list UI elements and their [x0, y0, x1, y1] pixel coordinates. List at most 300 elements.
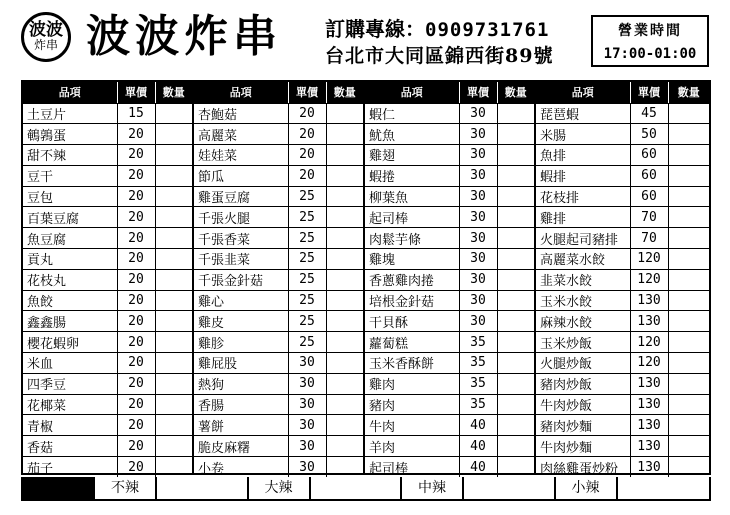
table-row: [536, 207, 709, 228]
item-name: 高麗菜: [194, 124, 288, 145]
item-name: 小卷: [198, 461, 225, 477]
table-row: [194, 394, 363, 415]
quantity-field[interactable]: [326, 165, 363, 186]
quantity-field[interactable]: [326, 415, 363, 436]
spice-label: 小辣: [556, 477, 618, 499]
table-row: [365, 228, 534, 249]
table-row: [194, 332, 363, 353]
item-name: 培根金針菇: [365, 290, 459, 311]
header-item: 品項: [23, 82, 117, 103]
item-name: 香菇: [23, 436, 117, 457]
header-price: 單價: [117, 82, 155, 103]
item-name: 豬肉: [365, 394, 459, 415]
quantity-field[interactable]: [497, 124, 534, 145]
quantity-field[interactable]: [668, 394, 709, 415]
item-name: 花枝排: [536, 186, 630, 207]
table-row: [194, 228, 363, 249]
table-row: [23, 457, 192, 478]
item-name: 魚餃: [23, 290, 117, 311]
header-price: 單價: [459, 82, 497, 103]
item-price: 20: [117, 311, 155, 332]
item-price: 30: [459, 269, 497, 290]
table-row: [365, 249, 534, 270]
table-row: [23, 394, 192, 415]
item-price: 30: [459, 290, 497, 311]
quantity-field[interactable]: [155, 103, 192, 124]
item-price: 30: [459, 124, 497, 145]
item-name: 雞塊: [365, 249, 459, 270]
item-name: 香蔥雞肉捲: [365, 269, 459, 290]
quantity-field[interactable]: [326, 186, 363, 207]
table-row: [365, 436, 534, 457]
quantity-field[interactable]: [497, 228, 534, 249]
quantity-field[interactable]: [155, 394, 192, 415]
item-price: 30: [459, 186, 497, 207]
table-row: [23, 186, 192, 207]
table-row: [536, 165, 709, 186]
business-hours-title: 營業時間: [618, 23, 682, 39]
quantity-field[interactable]: [497, 145, 534, 166]
item-name: 雞排: [536, 207, 630, 228]
quantity-field[interactable]: [326, 353, 363, 374]
item-price: 25: [288, 290, 326, 311]
item-price: 120: [630, 269, 668, 290]
item-name: 百葉豆腐: [23, 207, 117, 228]
quantity-field[interactable]: [326, 436, 363, 457]
spice-label: 大辣: [249, 477, 311, 499]
spice-label: 中辣: [402, 477, 464, 499]
table-row: [536, 145, 709, 166]
item-price: 20: [117, 394, 155, 415]
table-row: [365, 165, 534, 186]
table-header-row: [23, 82, 192, 103]
spice-checkbox[interactable]: [157, 477, 249, 499]
item-name: 茄子: [27, 461, 54, 477]
item-name: 高麗菜水餃: [536, 249, 630, 270]
item-name: 雞翅: [365, 145, 459, 166]
spice-option-mild-spicy[interactable]: [556, 477, 710, 499]
item-name: 甜不辣: [23, 145, 117, 166]
item-name: 韭菜水餃: [536, 269, 630, 290]
quantity-field[interactable]: [668, 353, 709, 374]
quantity-field[interactable]: [668, 269, 709, 290]
table-row: [365, 207, 534, 228]
table-row: [23, 332, 192, 353]
table-row: [194, 165, 363, 186]
table-row: [365, 457, 534, 478]
table-row: [23, 415, 192, 436]
item-price: 20: [117, 165, 155, 186]
quantity-field[interactable]: [497, 103, 534, 124]
item-price: 20: [117, 290, 155, 311]
table-row: [23, 165, 192, 186]
quantity-field[interactable]: [155, 228, 192, 249]
spice-label: 不辣: [95, 477, 157, 499]
item-name: 千張火腿: [194, 207, 288, 228]
item-name: 蝦仁: [365, 103, 459, 124]
table-row: [194, 311, 363, 332]
header-qty: 數量: [326, 82, 363, 103]
table-row: [365, 311, 534, 332]
item-price: 20: [288, 103, 326, 124]
table-row: [365, 353, 534, 374]
logo: [21, 12, 71, 62]
quantity-field[interactable]: [497, 249, 534, 270]
item-price: 130: [630, 311, 668, 332]
item-price: 20: [117, 457, 155, 478]
quantity-field[interactable]: [497, 332, 534, 353]
item-name: 娃娃菜: [194, 145, 288, 166]
quantity-field[interactable]: [155, 124, 192, 145]
table-row: [194, 373, 363, 394]
quantity-field[interactable]: [668, 207, 709, 228]
menu-column: [536, 82, 709, 477]
table-row: [23, 249, 192, 270]
quantity-field[interactable]: [155, 145, 192, 166]
menu-column: [365, 82, 536, 477]
quantity-field[interactable]: [497, 394, 534, 415]
table-row: [23, 290, 192, 311]
shop-name: 波波炸串: [86, 11, 282, 62]
item-price: 130: [630, 436, 668, 457]
item-price: 120: [630, 249, 668, 270]
item-name: 牛肉炒飯: [536, 394, 630, 415]
table-row: [365, 145, 534, 166]
item-name: 肉絲雞蛋炒粉: [540, 461, 619, 477]
table-header-row: [194, 82, 363, 103]
table-row: [23, 124, 192, 145]
table-row: [23, 373, 192, 394]
item-price: 70: [630, 207, 668, 228]
quantity-field[interactable]: [326, 228, 363, 249]
table-row: [536, 228, 709, 249]
item-name: 起司棒: [365, 207, 459, 228]
item-name: 火腿炒飯: [536, 353, 630, 374]
table-row: [23, 103, 192, 124]
item-price: 20: [117, 145, 155, 166]
item-name: 四季豆: [23, 373, 117, 394]
quantity-field[interactable]: [155, 373, 192, 394]
item-price: 30: [288, 394, 326, 415]
business-hours-box: [591, 15, 709, 67]
table-row: [536, 353, 709, 374]
quantity-field[interactable]: [497, 311, 534, 332]
item-name: 玉米香酥餅: [365, 353, 459, 374]
quantity-field[interactable]: [155, 249, 192, 270]
item-price: 20: [117, 186, 155, 207]
item-name: 杏鮑菇: [194, 103, 288, 124]
item-price: 70: [630, 228, 668, 249]
table-row: [365, 332, 534, 353]
item-price: 25: [288, 311, 326, 332]
item-price: 120: [630, 353, 668, 374]
menu-column: [23, 82, 194, 477]
item-price: 60: [630, 165, 668, 186]
spice-checkbox[interactable]: [618, 477, 710, 499]
table-row: [23, 269, 192, 290]
item-price: 25: [288, 228, 326, 249]
quantity-field[interactable]: [155, 269, 192, 290]
item-price: 130: [630, 373, 668, 394]
quantity-field[interactable]: [497, 415, 534, 436]
item-name: 琵琶蝦: [536, 103, 630, 124]
table-row: [536, 457, 709, 478]
item-price: 15: [117, 103, 155, 124]
item-name: 蝦捲: [365, 165, 459, 186]
quantity-field[interactable]: [326, 207, 363, 228]
table-row: [365, 124, 534, 145]
spice-option-medium-spicy[interactable]: [402, 477, 556, 499]
item-price: 20: [117, 249, 155, 270]
table-row: [23, 145, 192, 166]
item-price: 30: [288, 457, 326, 478]
table-row: [365, 373, 534, 394]
item-price: 20: [117, 269, 155, 290]
item-name: 豆干: [23, 165, 117, 186]
item-price: 45: [630, 103, 668, 124]
item-price: 40: [459, 415, 497, 436]
item-price: 30: [288, 373, 326, 394]
table-row: [365, 103, 534, 124]
quantity-field[interactable]: [155, 436, 192, 457]
item-name: 玉米炒飯: [536, 332, 630, 353]
item-name: 櫻花蝦卵: [23, 332, 117, 353]
table-row: [194, 124, 363, 145]
table-row: [23, 207, 192, 228]
item-price: 40: [459, 436, 497, 457]
item-price: 20: [117, 415, 155, 436]
quantity-field[interactable]: [497, 457, 534, 478]
item-price: 20: [117, 436, 155, 457]
table-row: [536, 332, 709, 353]
quantity-field[interactable]: [497, 436, 534, 457]
item-name: 花椰菜: [23, 394, 117, 415]
quantity-field[interactable]: [326, 311, 363, 332]
item-price: 25: [288, 207, 326, 228]
quantity-field[interactable]: [668, 311, 709, 332]
quantity-field[interactable]: [668, 436, 709, 457]
item-name: 豬肉炒麵: [536, 415, 630, 436]
header-item: 品項: [194, 82, 288, 103]
item-price: 25: [288, 332, 326, 353]
menu-column: [194, 82, 365, 477]
table-header-row: [536, 82, 709, 103]
table-row: [194, 436, 363, 457]
quantity-field[interactable]: [668, 415, 709, 436]
item-price: 20: [288, 124, 326, 145]
quantity-field[interactable]: [497, 373, 534, 394]
table-row: [365, 394, 534, 415]
item-price: 35: [459, 373, 497, 394]
table-row: [365, 186, 534, 207]
item-name: 鑫鑫腸: [23, 311, 117, 332]
item-name: 青椒: [23, 415, 117, 436]
order-hotline: [325, 17, 549, 42]
item-name: 雞肉: [365, 373, 459, 394]
table-row: [536, 103, 709, 124]
item-price: 30: [459, 207, 497, 228]
quantity-field[interactable]: [155, 311, 192, 332]
table-row: [23, 311, 192, 332]
item-name: 豬肉炒飯: [536, 373, 630, 394]
item-name: 牛肉: [365, 415, 459, 436]
item-name: 千張韭菜: [194, 249, 288, 270]
item-name: 魚豆腐: [23, 228, 117, 249]
table-row: [365, 269, 534, 290]
quantity-field[interactable]: [668, 457, 709, 478]
item-price: 40: [459, 457, 497, 478]
quantity-field[interactable]: [497, 186, 534, 207]
table-row: [536, 290, 709, 311]
item-price: 30: [288, 353, 326, 374]
quantity-field[interactable]: [668, 228, 709, 249]
spice-checkbox[interactable]: [464, 477, 556, 499]
spice-bar-edge: [23, 477, 95, 499]
quantity-field[interactable]: [668, 249, 709, 270]
quantity-field[interactable]: [155, 207, 192, 228]
quantity-field[interactable]: [326, 457, 363, 478]
table-row: [536, 373, 709, 394]
menu-table: [536, 82, 709, 477]
quantity-field[interactable]: [668, 145, 709, 166]
business-hours-value: 17:00-01:00: [603, 46, 697, 62]
item-name: 雞蛋豆腐: [194, 186, 288, 207]
header-qty: 數量: [155, 82, 192, 103]
item-price: 35: [459, 332, 497, 353]
quantity-field[interactable]: [668, 124, 709, 145]
quantity-field[interactable]: [155, 457, 192, 478]
item-name: 蘿蔔糕: [365, 332, 459, 353]
item-price: 120: [630, 332, 668, 353]
table-row: [194, 457, 363, 478]
table-row: [365, 415, 534, 436]
quantity-field[interactable]: [326, 269, 363, 290]
header-price: 單價: [288, 82, 326, 103]
quantity-field[interactable]: [155, 186, 192, 207]
quantity-field[interactable]: [155, 165, 192, 186]
item-price: 20: [117, 373, 155, 394]
item-price: 35: [459, 353, 497, 374]
table-row: [536, 415, 709, 436]
quantity-field[interactable]: [326, 290, 363, 311]
quantity-field[interactable]: [668, 373, 709, 394]
logo-text-bottom: 炸串: [33, 38, 58, 52]
spice-checkbox[interactable]: [311, 477, 403, 499]
table-row: [194, 269, 363, 290]
item-name: 羊肉: [365, 436, 459, 457]
item-name: 鵪鶉蛋: [23, 124, 117, 145]
item-name: 熱狗: [194, 373, 288, 394]
table-row: [536, 394, 709, 415]
quantity-field[interactable]: [155, 353, 192, 374]
table-row: [194, 249, 363, 270]
quantity-field[interactable]: [326, 124, 363, 145]
spice-level-bar: [21, 477, 711, 501]
quantity-field[interactable]: [497, 353, 534, 374]
item-price: 35: [459, 394, 497, 415]
table-row: [536, 311, 709, 332]
item-name: 雞皮: [194, 311, 288, 332]
item-price: 20: [117, 228, 155, 249]
item-name: 節瓜: [194, 165, 288, 186]
item-name: 貢丸: [23, 249, 117, 270]
table-row: [23, 228, 192, 249]
header-qty: 數量: [497, 82, 534, 103]
item-name: 雞胗: [194, 332, 288, 353]
quantity-field[interactable]: [668, 103, 709, 124]
item-name: 牛肉炒麵: [536, 436, 630, 457]
item-name: 香腸: [194, 394, 288, 415]
table-row: [194, 207, 363, 228]
item-name: 起司棒: [369, 461, 409, 477]
quantity-field[interactable]: [155, 332, 192, 353]
item-name: 干貝酥: [365, 311, 459, 332]
table-row: [536, 249, 709, 270]
item-name: 火腿起司豬排: [536, 228, 630, 249]
quantity-field[interactable]: [155, 415, 192, 436]
item-name: 米血: [23, 353, 117, 374]
quantity-field[interactable]: [668, 332, 709, 353]
item-price: 20: [117, 353, 155, 374]
item-price: 130: [630, 415, 668, 436]
menu-grid: [21, 80, 711, 475]
item-price: 60: [630, 145, 668, 166]
item-name: 肉鬆芋條: [365, 228, 459, 249]
item-price: 30: [459, 165, 497, 186]
quantity-field[interactable]: [497, 165, 534, 186]
table-row: [536, 436, 709, 457]
quantity-field[interactable]: [326, 394, 363, 415]
quantity-field[interactable]: [326, 373, 363, 394]
table-row: [23, 353, 192, 374]
quantity-field[interactable]: [497, 290, 534, 311]
item-price: 130: [630, 394, 668, 415]
quantity-field[interactable]: [326, 145, 363, 166]
table-row: [194, 415, 363, 436]
quantity-field[interactable]: [668, 290, 709, 311]
quantity-field[interactable]: [326, 103, 363, 124]
item-price: 130: [630, 457, 668, 478]
table-row: [23, 436, 192, 457]
spice-option-not-spicy[interactable]: [95, 477, 249, 499]
shop-address: 台北市大同區錦西街89號: [325, 45, 554, 67]
header-qty: 數量: [668, 82, 709, 103]
quantity-field[interactable]: [497, 269, 534, 290]
item-name: 米腸: [536, 124, 630, 145]
table-row: [536, 124, 709, 145]
item-name: 脆皮麻糬: [194, 436, 288, 457]
item-name: 魚排: [536, 145, 630, 166]
quantity-field[interactable]: [497, 207, 534, 228]
item-name: 雞心: [194, 290, 288, 311]
item-name: 玉米水餃: [536, 290, 630, 311]
item-price: 30: [459, 103, 497, 124]
item-name: 薯餅: [194, 415, 288, 436]
item-price: 50: [630, 124, 668, 145]
table-row: [536, 186, 709, 207]
quantity-field[interactable]: [155, 290, 192, 311]
quantity-field[interactable]: [326, 332, 363, 353]
item-price: 30: [459, 249, 497, 270]
item-name: 雞屁股: [194, 353, 288, 374]
spice-option-very-spicy[interactable]: [249, 477, 403, 499]
quantity-field[interactable]: [668, 186, 709, 207]
quantity-field[interactable]: [668, 165, 709, 186]
item-price: 25: [288, 186, 326, 207]
order-phone: 0909731761: [425, 19, 550, 41]
menu-table: [194, 82, 363, 477]
quantity-field[interactable]: [326, 249, 363, 270]
